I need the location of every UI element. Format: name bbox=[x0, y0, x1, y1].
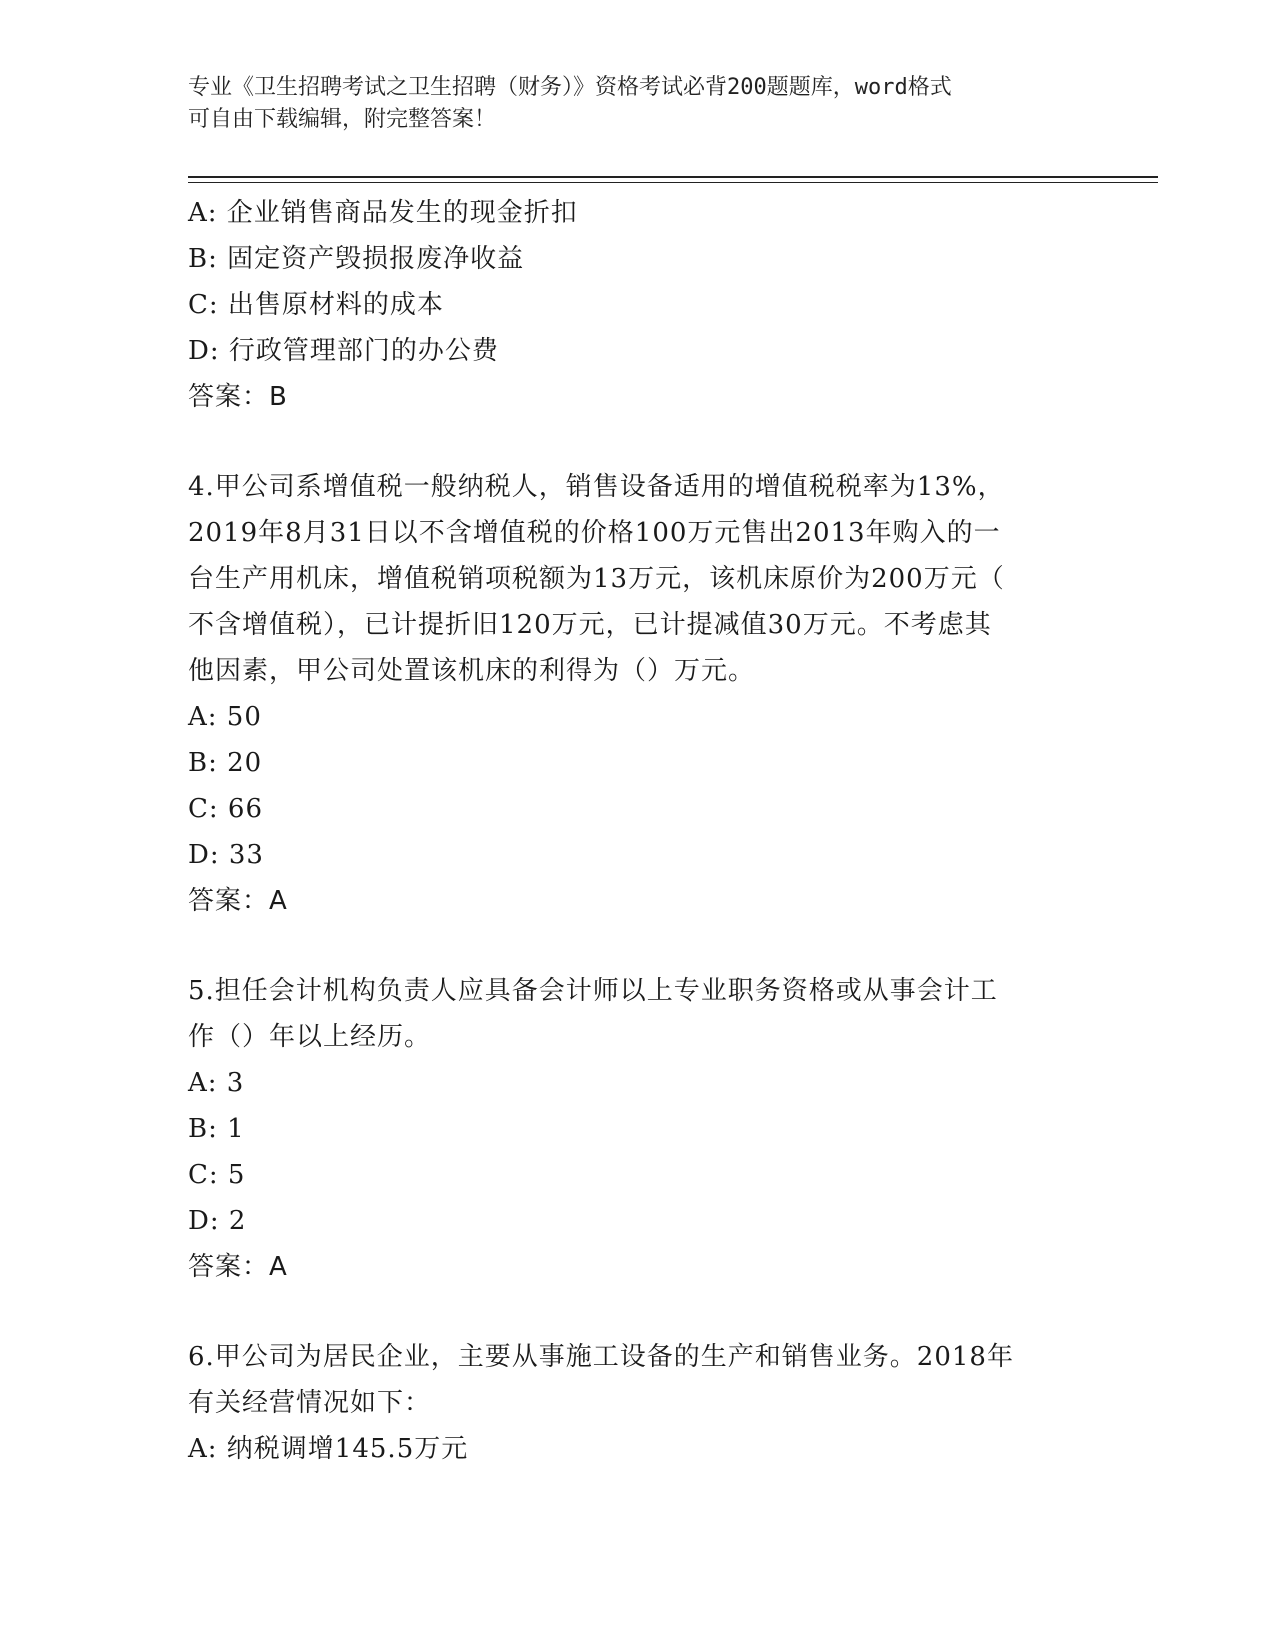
option-b: B: 20 bbox=[188, 748, 263, 778]
question-stem-line: 4.甲公司系增值税一般纳税人，销售设备适用的增值税税率为13%， bbox=[188, 472, 1005, 502]
option-a: A: 50 bbox=[188, 702, 262, 732]
question-stem-line: 有关经营情况如下： bbox=[188, 1388, 432, 1418]
option-c: C: 5 bbox=[188, 1160, 246, 1190]
answer: 答案：A bbox=[188, 1252, 288, 1282]
option-c: C: 66 bbox=[188, 794, 264, 824]
option-c: C: 出售原材料的成本 bbox=[188, 290, 444, 320]
question-3 bbox=[188, 190, 1088, 420]
question-stem-line: 2019年8月31日以不含增值税的价格100万元售出2013年购入的一 bbox=[188, 518, 1001, 548]
question-stem-line: 5.担任会计机构负责人应具备会计师以上专业职务资格或从事会计工 bbox=[188, 976, 998, 1006]
document-header bbox=[188, 72, 1088, 136]
option-a: A: 企业销售商品发生的现金折扣 bbox=[188, 198, 578, 228]
option-d: D: 33 bbox=[188, 840, 264, 870]
option-a: A: 纳税调增145.5万元 bbox=[188, 1434, 469, 1464]
header-line-1: 专业《卫生招聘考试之卫生招聘（财务）》资格考试必背200题题库，word格式 bbox=[188, 75, 952, 100]
option-a: A: 3 bbox=[188, 1068, 245, 1098]
question-6 bbox=[188, 1334, 1088, 1472]
answer: 答案：A bbox=[188, 886, 288, 916]
option-d: D: 2 bbox=[188, 1206, 247, 1236]
option-b: B: 固定资产毁损报废净收益 bbox=[188, 244, 525, 274]
question-stem-line: 6.甲公司为居民企业，主要从事施工设备的生产和销售业务。2018年 bbox=[188, 1342, 1014, 1372]
question-list bbox=[188, 190, 1088, 1472]
answer: 答案：B bbox=[188, 382, 288, 412]
question-stem-line: 不含增值税），已计提折旧120万元，已计提减值30万元。不考虑其 bbox=[188, 610, 992, 640]
option-d: D: 行政管理部门的办公费 bbox=[188, 336, 499, 366]
question-stem-line: 他因素，甲公司处置该机床的利得为（）万元。 bbox=[188, 656, 756, 686]
option-b: B: 1 bbox=[188, 1114, 245, 1144]
header-divider bbox=[188, 176, 1158, 178]
header-line-2: 可自由下载编辑，附完整答案！ bbox=[188, 107, 497, 132]
question-stem-line: 台生产用机床，增值税销项税额为13万元，该机床原价为200万元（ bbox=[188, 564, 1005, 594]
header-divider-thin bbox=[188, 182, 1158, 183]
question-4 bbox=[188, 464, 1088, 924]
question-5 bbox=[188, 968, 1088, 1290]
question-stem-line: 作（）年以上经历。 bbox=[188, 1022, 432, 1052]
